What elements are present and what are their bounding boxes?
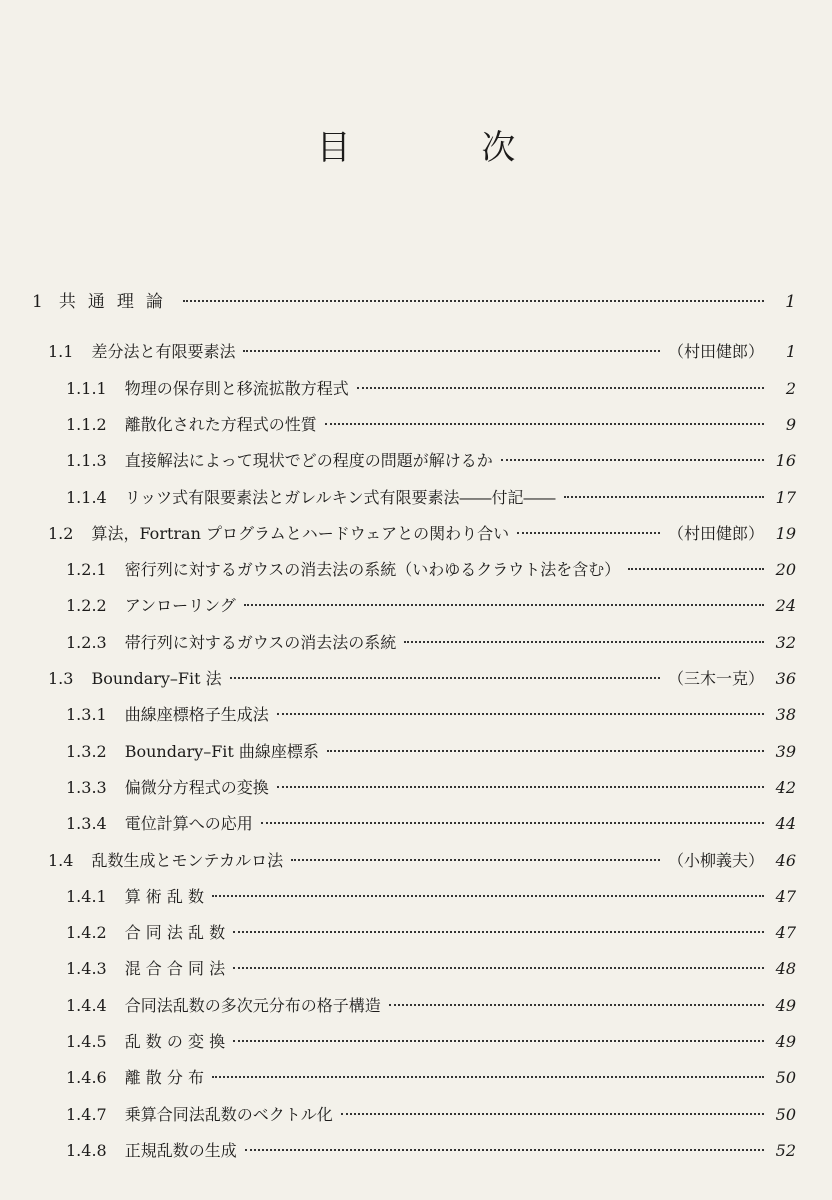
toc-entry-label: 密行列に対するガウスの消去法の系統（いわゆるクラウト法を含む） [124,560,621,580]
dot-leader [357,387,764,389]
toc-entry-page: 39 [775,741,796,761]
dot-leader [212,1076,764,1078]
toc-entry-number: 1.3.3 [66,777,107,797]
toc-entry[interactable] [66,558,796,582]
dot-leader [245,1149,764,1151]
toc-entry[interactable] [66,812,796,836]
toc-entry-label: 正規乱数の生成 [124,1140,237,1160]
toc-entry[interactable] [66,594,796,618]
toc-entry-label: 帯行列に対するガウスの消去法の系統 [124,632,397,652]
toc-entry[interactable] [66,377,796,401]
toc-entry-page: 38 [775,705,796,725]
toc-entry-author: （三木一克） [667,669,764,688]
dot-leader [230,677,660,679]
dot-leader [628,568,764,570]
toc-entry-number: 1.1.2 [66,414,107,434]
toc-entry-label: 混 合 合 同 法 [124,959,226,979]
toc-entry[interactable] [66,921,796,945]
toc-entry-label: 乗算合同法乱数のベクトル化 [124,1104,333,1124]
dot-leader [261,822,764,824]
toc-entry-number: 1.4.5 [66,1032,107,1051]
toc-entry-label: 電位計算への応用 [124,814,253,834]
toc-entry-label: 算法，Fortran プログラムとハードウェアとの関わり合い [91,523,510,543]
toc-entry[interactable] [66,703,796,727]
toc-entry-label: 共通理論 [58,292,175,312]
toc-entry-author: （小柳義夫） [667,850,764,870]
toc-entry-page: 17 [775,487,796,507]
toc-entry-page: 42 [775,777,796,797]
dot-leader [277,713,764,715]
toc-entry-number: 1.4.6 [66,1068,107,1088]
toc-entry-page: 48 [775,959,796,979]
toc-entry-number: 1.3 [48,669,74,688]
toc-entry-label: Boundary–Fit 曲線座標系 [124,741,319,761]
dot-leader [183,300,764,302]
toc-entry-page: 44 [775,814,796,834]
toc-entry-label: 直接解法によって現状でどの程度の問題が解けるか [124,451,493,471]
toc-entry[interactable] [66,776,796,800]
toc-entry-page: 50 [775,1068,796,1088]
toc-entry-label: リッツ式有限要素法とガレルキン式有限要素法――付記―― [124,487,556,507]
toc-entry-label: 物理の保存則と移流拡散方程式 [124,378,349,398]
toc-entry[interactable] [66,1030,796,1054]
dot-leader [243,350,660,352]
toc-entry-label: 乱数生成とモンテカルロ法 [91,850,284,870]
dot-leader [291,859,660,861]
toc-entry-page: 36 [775,669,796,688]
toc-entry-number: 1.1.1 [66,378,107,398]
toc-entry-number: 1.4.3 [66,959,107,979]
toc-entry-page: 49 [775,995,796,1015]
toc-entry-number: 1.2.1 [66,560,107,580]
toc-entry-page: 1 [785,292,796,312]
dot-leader [233,967,764,969]
toc-entry-page: 47 [775,886,796,906]
toc-entry[interactable] [48,849,796,873]
toc-entry-page: 32 [775,632,796,652]
toc-entry[interactable] [66,1139,796,1163]
toc-entry-page: 49 [775,1032,796,1051]
toc-entry-label: 曲線座標格子生成法 [124,705,269,725]
toc-entry-number: 1.2 [48,523,74,543]
toc-entry-number: 1.3.4 [66,814,107,834]
dot-leader [501,459,764,461]
toc-entry-number: 1.3.2 [66,741,107,761]
toc-entry-page: 1 [785,342,796,362]
toc-entry-number: 1.1.4 [66,487,107,507]
page-title: 目 次 [316,128,576,168]
toc-entry-label: 離散化された方程式の性質 [124,414,317,434]
toc-entry-page: 47 [775,923,796,943]
toc-entry-number: 1 [32,292,43,312]
toc-entry-page: 52 [775,1140,796,1160]
toc-entry[interactable] [66,486,796,510]
dot-leader [233,931,764,933]
toc-entry-number: 1.1 [48,342,74,362]
toc-entry-page: 50 [775,1104,796,1124]
toc-entry-label: Boundary–Fit 法 [91,669,222,688]
toc-entry-number: 1.4.4 [66,995,107,1015]
toc-entry[interactable] [66,413,796,437]
dot-leader [325,423,764,425]
toc-entry-number: 1.3.1 [66,705,107,725]
toc-entry-page: 2 [785,378,796,398]
dot-leader [517,532,660,534]
toc-entry-label: 合 同 法 乱 数 [124,923,226,943]
toc-entry-number: 1.2.3 [66,632,107,652]
dot-leader [564,496,764,498]
toc-entry-page: 24 [775,596,796,616]
toc-entry-label: 算 術 乱 数 [124,886,204,906]
dot-leader [212,895,764,897]
toc-entry-page: 20 [775,560,796,580]
toc-entry-page: 19 [775,523,796,543]
dot-leader [389,1004,764,1006]
toc-entry[interactable] [66,885,796,909]
toc-entry-label: 合同法乱数の多次元分布の格子構造 [124,995,381,1015]
toc-entry[interactable] [66,1066,796,1090]
toc-entry[interactable] [66,631,796,655]
toc-entry-label: 離 散 分 布 [124,1068,204,1088]
toc-entry-label: 乱 数 の 変 換 [124,1032,226,1051]
toc-entry-author: （村田健郎） [667,523,764,543]
toc-entry[interactable] [66,994,796,1018]
dot-leader [327,750,764,752]
toc-entry[interactable] [48,340,796,364]
dot-leader [233,1040,764,1042]
toc-entry-label: 偏微分方程式の変換 [124,777,269,797]
toc-entry[interactable] [66,449,796,473]
toc-entry[interactable] [66,740,796,764]
toc-entry-label: 差分法と有限要素法 [91,342,236,362]
toc-entry-label: アンローリング [124,596,236,616]
toc-entry-number: 1.4.1 [66,886,107,906]
dot-leader [341,1113,764,1115]
dot-leader [277,786,764,788]
dot-leader [244,604,764,606]
toc-entry[interactable] [32,290,796,314]
toc-entry-page: 16 [775,451,796,471]
toc-entry-number: 1.4.2 [66,923,107,943]
toc-entry-author: （村田健郎） [667,342,764,362]
toc-entry-number: 1.4 [48,850,74,870]
toc-entry-number: 1.2.2 [66,596,107,616]
toc-entry-number: 1.1.3 [66,451,107,471]
toc-entry[interactable] [66,1103,796,1127]
toc-entry[interactable] [66,957,796,981]
dot-leader [404,641,764,643]
toc-entry-page: 9 [785,414,796,434]
toc-entry[interactable] [48,667,796,691]
toc-entry-number: 1.4.8 [66,1140,107,1160]
toc-entry-number: 1.4.7 [66,1104,107,1124]
toc-entry[interactable] [48,522,796,546]
toc-entry-page: 46 [775,850,796,870]
